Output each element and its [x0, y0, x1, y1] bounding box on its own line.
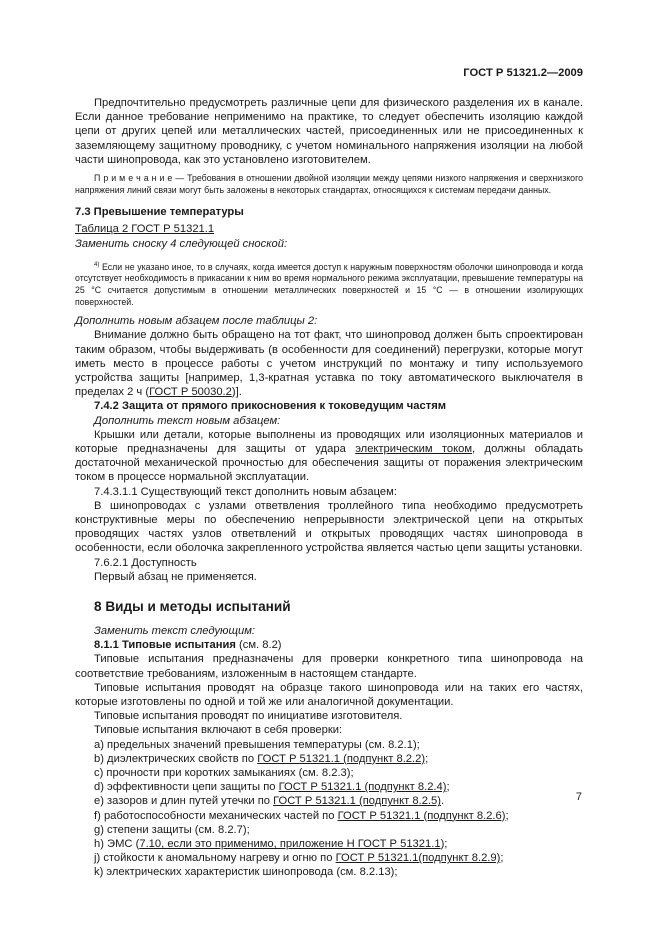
list-item-text: a) предельных значений превышения температуры (см. 8.2.1);	[94, 738, 420, 751]
list-item	[75, 752, 583, 766]
list-item	[75, 780, 583, 794]
footnote-text: Если не указано иное, то в случаях, когда имеется доступ к наружным поверхностям оболочки шинопровода и когда отсутствует необходимость в прикасании к ним во время нормального режима эксплуатации, превышение температуры на 25 °С считается допустимым в отношении металлических поверхностей и 15 °С — в отношении изолирующих поверхностей.	[75, 261, 583, 307]
section-8-title: 8 Виды и методы испытаний	[94, 598, 291, 614]
type-tests-p3: Типовые испытания проводят по инициативе изготовителя.	[94, 710, 403, 723]
list-item-end: ;	[500, 852, 504, 865]
first-paragraph-note: Первый абзац не применяется.	[94, 570, 257, 583]
section-7-6-2-1: 7.6.2.1 Доступность	[94, 556, 197, 569]
covers-paragraph	[75, 428, 583, 485]
list-item	[75, 766, 583, 780]
table-2-link[interactable]: Таблица 2 ГОСТ Р 51321.1	[75, 223, 215, 236]
type-tests-p4: Типовые испытания включают в себя проверки:	[94, 724, 343, 737]
list-item-link[interactable]: ГОСТ Р 51321.1 (подпункт 8.2.4)	[278, 781, 447, 794]
section-8-1-1-ref: (см. 8.2)	[235, 639, 282, 652]
section-7-4-2-title: 7.4.2 Защита от прямого прикосновения к токоведущим частям	[94, 400, 447, 413]
section-7-4-2-instruction: Дополнить текст новым абзацем:	[94, 414, 281, 427]
page-content	[75, 96, 583, 880]
note-text: — Требования в отношении двойной изоляции между цепями низкого напряжения и сверхнизкого напряжения линий связи могут быть заложены в некоторых стандартах, относящихся к системам передачи данных.	[75, 173, 583, 195]
list-item-text: j) стойкости к аномальному нагреву и огню по	[94, 852, 336, 865]
overload-paragraph	[75, 328, 583, 399]
intro-paragraph: Предпочтительно предусмотреть различные цепи для физического разделения их в канале. Если данное требование неприменимо на практике, то следует обеспечить изоляцию каждой цепи от других цепей или металлических частей, присоединенных или не присоединенных к заземляющему защитному проводнику, с учетом номинального напряжения изоляции на любой части шинопровода, как это установлено изготовителем.	[75, 97, 583, 166]
covers-text-a: Крышки или детали, которые выполнены из проводящих или изоляционных материалов и которые предназначены для защиты от удара	[75, 428, 583, 455]
list-item-text: h) ЭМС (	[94, 838, 140, 851]
covers-text-b: , должны обладать достаточной механической прочностью для обеспечения защиты от поражения электрическим током в процессе нормальной эксплуатации.	[75, 442, 583, 484]
list-item-end: .	[440, 795, 445, 808]
gost-50030-link[interactable]: ГОСТ Р 50030.2	[149, 386, 232, 399]
list-item-end: ;	[446, 781, 450, 794]
list-item-text: b) диэлектрических свойств по	[94, 752, 258, 765]
overload-text: Внимание должно быть обращено на тот факт, что шинопровод должен быть спроектирован таким образом, чтобы выдерживать (в особенности для соединений) перегрузки, которые могут иметь место в процессе работы с учетом инструкций по монтажу и типу используемого устройства защиты [например, 1,3-кратная уставка по току автоматического выключателя в пределах 2 ч (	[75, 329, 583, 399]
table-2-reference	[75, 222, 583, 236]
add-instruction-text: Дополнить новым абзацем после таблицы 2	[75, 315, 315, 328]
section-8-1-1-title: 8.1.1 Типовые испытания	[94, 639, 236, 652]
list-item-text: g) степени защиты (см. 8.2.7);	[94, 823, 250, 836]
list-item-text: f) работоспособности механических частей по	[94, 809, 338, 822]
list-item-text: e) зазоров и длин путей утечки по	[94, 795, 274, 808]
list-item	[75, 738, 583, 752]
list-item-text: c) прочности при коротких замыканиях (см. 8.2.3);	[94, 767, 354, 779]
overload-end: )].	[231, 386, 242, 399]
list-item-link[interactable]: ГОСТ Р 51321.1(подпункт 8.2.9)	[335, 852, 501, 865]
footnote-instruction: Заменить сноску 4 следующей сноской:	[75, 237, 288, 250]
type-tests-p2: Типовые испытания проводят на образце такого шинопровода или на таких его частях, которые изготовлены по одной и той же или аналогичной документации.	[75, 681, 583, 708]
list-item-text: k) электрических характеристик шинопровода (см. 8.2.13);	[94, 866, 398, 879]
list-item-link[interactable]: ГОСТ Р 51321.1 (подпункт 8.2.6)	[337, 809, 506, 822]
list-item-end: ;	[425, 752, 429, 765]
add-instruction-colon: :	[314, 315, 318, 328]
trolley-paragraph: В шинопроводах с узлами ответвления троллейного типа необходимо предусмотреть конструктивные меры по обеспечению непрерывности электрической цепи на открытых проводящих частях узлов ответвлений и открытых проводящих частях шинопровода в особенности, если оболочка закрепленного устройства является частью цепи защиты установки.	[75, 499, 583, 555]
tests-list	[75, 738, 583, 880]
section-7-4-3-1-1: 7.4.3.1.1 Существующий текст дополнить новым абзацем:	[94, 485, 397, 498]
section-8-instruction: Заменить текст следующим:	[94, 624, 255, 637]
list-item	[75, 809, 583, 823]
list-item	[75, 851, 583, 865]
section-8-1-1	[75, 638, 583, 652]
list-item-link[interactable]: 7.10, если это применимо, приложение Н ГОСТ Р 51321.1	[139, 838, 441, 851]
document-number: ГОСТ Р 51321.2—2009	[463, 67, 583, 79]
list-item	[75, 823, 583, 837]
list-item	[75, 794, 583, 808]
list-item-link[interactable]: ГОСТ Р 51321.1 (подпункт 8.2.2)	[257, 752, 426, 765]
note-label: П р и м е ч а н и е	[94, 173, 173, 184]
electric-current-link[interactable]: электрическим током	[355, 442, 473, 455]
list-item	[75, 837, 583, 851]
list-item-text: d) эффективности цепи защиты по	[94, 781, 279, 794]
type-tests-p1: Типовые испытания предназначены для проверки конкретного типа шинопровода на соответствие требованиям, изложенным в настоящем стандарте.	[75, 653, 583, 680]
page-number: 7	[575, 791, 582, 803]
list-item-end: );	[440, 838, 448, 851]
list-item	[75, 865, 583, 879]
list-item-end: ;	[505, 809, 509, 822]
add-after-table-instruction	[75, 314, 583, 328]
footnote-4	[75, 260, 583, 308]
note	[75, 173, 583, 196]
section-7-3-title: 7.3 Превышение температуры	[75, 206, 244, 219]
list-item-link[interactable]: ГОСТ Р 51321.1 (подпункт 8.2.5)	[273, 795, 441, 808]
footnote-mark: 4)	[94, 261, 100, 268]
